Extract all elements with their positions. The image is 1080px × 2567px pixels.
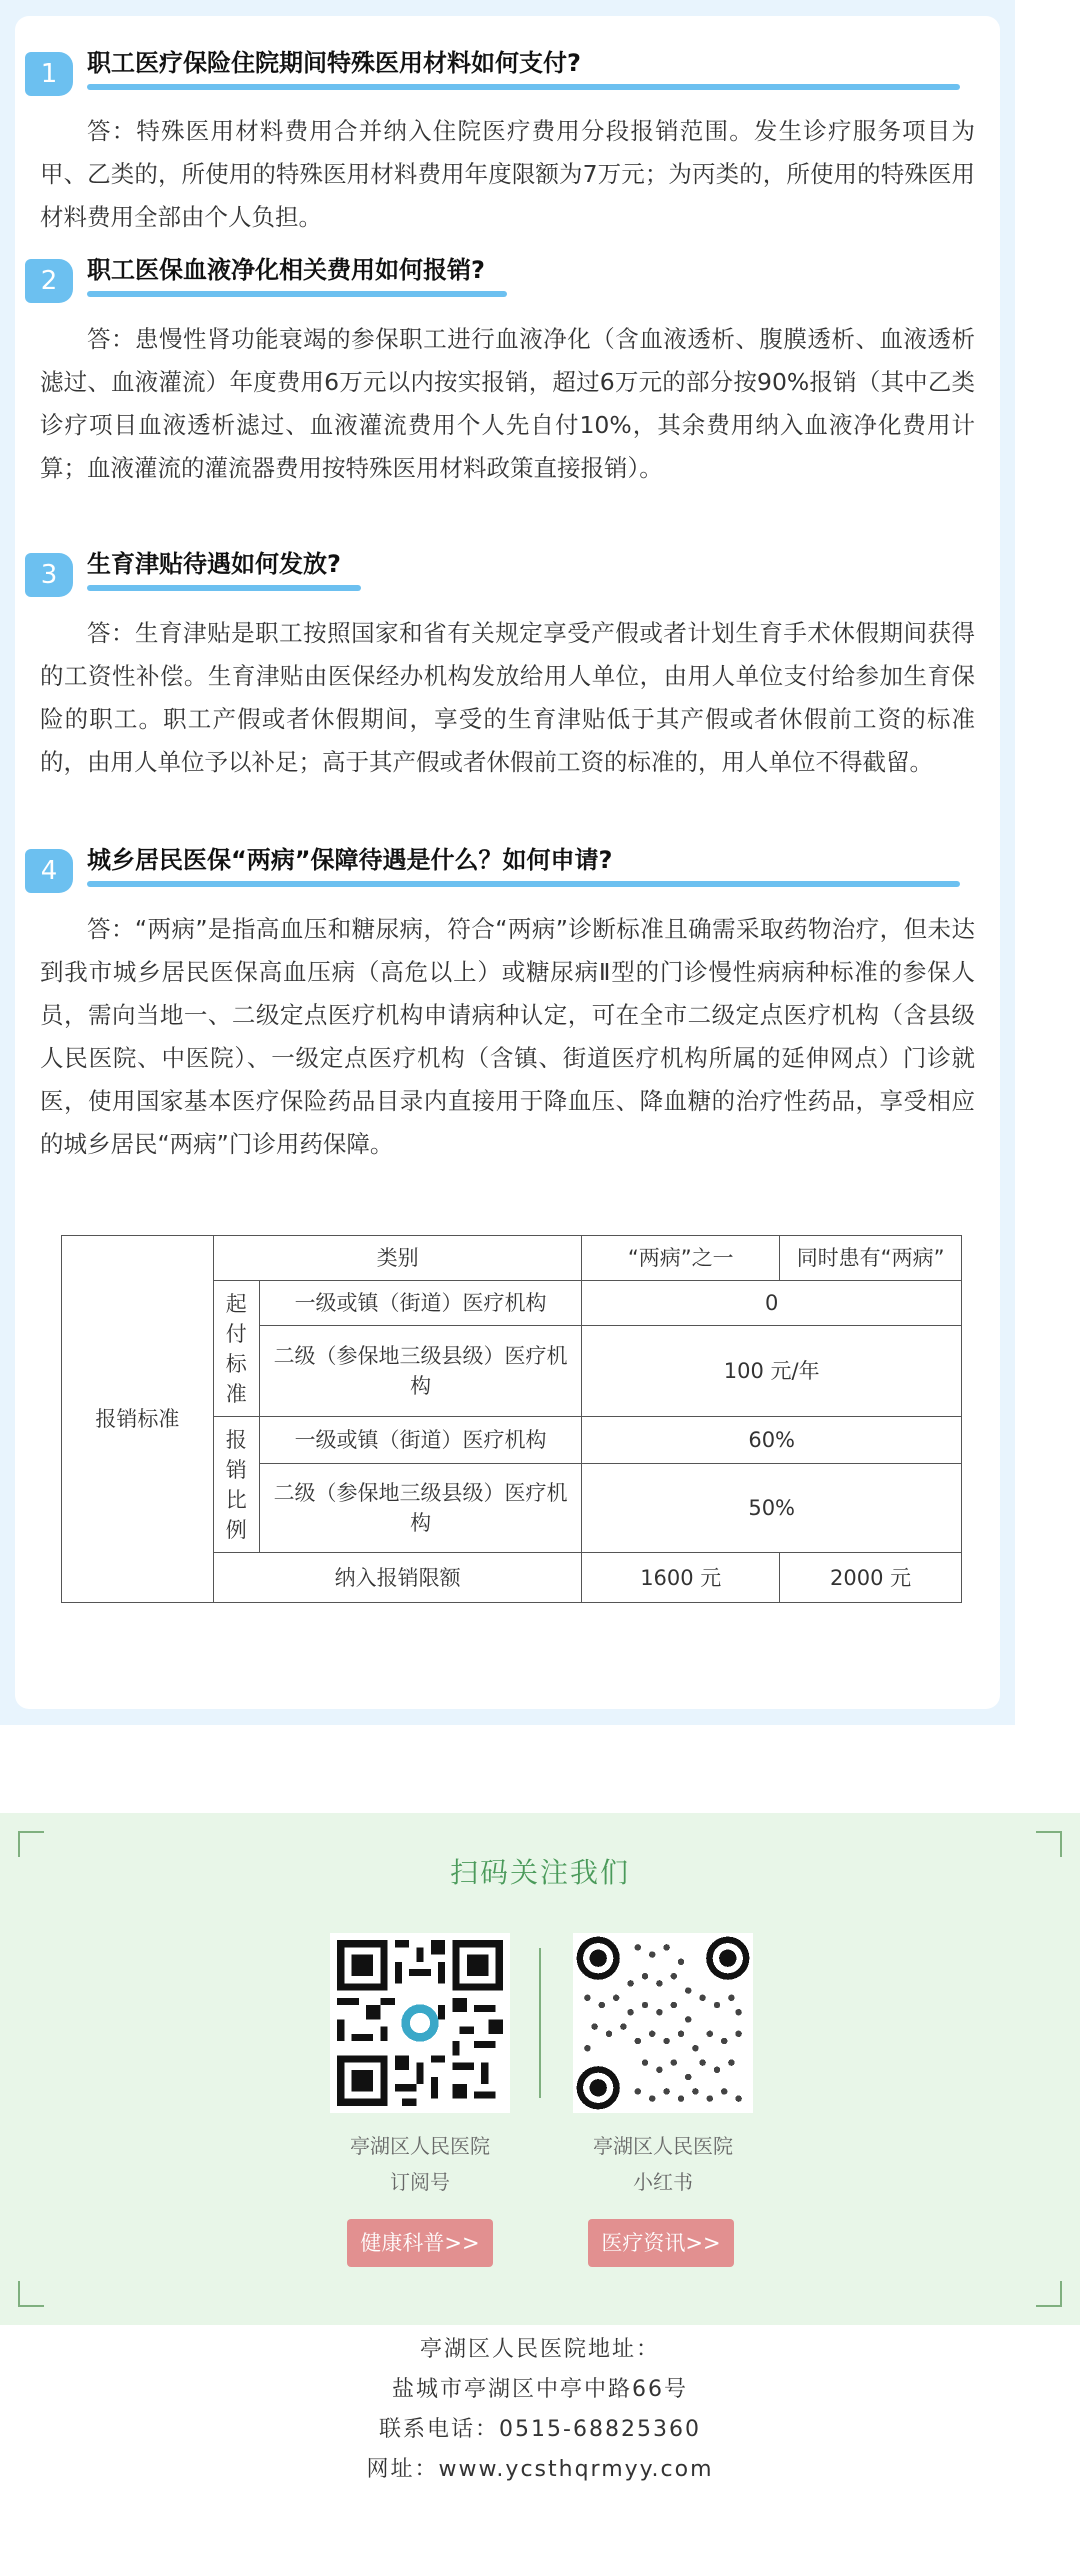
right-account-label xyxy=(543,2128,783,2200)
question-title: 城乡居民医保“两病”保障待遇是什么？如何申请? xyxy=(87,846,613,874)
hospital-footer xyxy=(0,2330,1080,2490)
limit-one-value-cell: 1600 元 xyxy=(582,1553,780,1603)
ratio-level1-value-cell: 60% xyxy=(582,1417,962,1464)
corner-decoration xyxy=(18,2281,44,2307)
level1-cell: 一级或镇（街道）医疗机构 xyxy=(259,1417,582,1464)
address-label: 亭湖区人民医院地址： xyxy=(419,2337,660,2362)
xiaohongshu-qr-code[interactable] xyxy=(573,1933,753,2113)
answer-text: 答：“两病”是指高血压和糖尿病，符合“两病”诊断标准且确需采取药物治疗，但未达到我市城乡居民医保高血压病（高危以上）或糖尿病Ⅱ型的门诊慢性病病种标准的参保人员，需向当地一、二级定点医疗机构申请病种认定，可在全市二级定点医疗机构（含县级人民医院、中医院）、一级定点医疗机构（含镇、街道医疗机构所属的延伸网点）门诊就医，使用国家基本医疗保险药品目录内直接用于降血压、降血糖的治疗性药品，享受相应的城乡居民“两病”门诊用药保障。 xyxy=(40,915,975,1158)
ratio-group-cell: 报销比例 xyxy=(213,1417,259,1553)
left-account-type: 订阅号 xyxy=(390,2170,450,2194)
start-level1-value-cell: 0 xyxy=(582,1281,962,1326)
question-title: 职工医保血液净化相关费用如何报销? xyxy=(87,256,485,284)
both-diseases-header-cell: 同时患有“两病” xyxy=(780,1236,962,1281)
phone-number: 联系电话：0515-68825360 xyxy=(379,2417,701,2442)
title-underline xyxy=(87,84,960,90)
subscription-qr-code[interactable] xyxy=(330,1933,510,2113)
answer-text: 答：生育津贴是职工按照国家和省有关规定享受产假或者计划生育手术休假期间获得的工资性补偿。生育津贴由医保经办机构发放给用人单位，由用人单位支付给参加生育保险的职工。职工产假或者休假期间，享受的生育津贴低于其产假或者休假前工资的标准的，由用人单位予以补足；高于其产假或者休假前工资的标准的，用人单位不得截留。 xyxy=(40,619,975,776)
answer-text: 答：特殊医用材料费用合并纳入住院医疗费用分段报销范围。发生诊疗服务项目为甲、乙类的，所使用的特殊医用材料费用年度限额为7万元；为丙类的，所使用的特殊医用材料费用全部由个人负担。 xyxy=(40,117,975,231)
one-disease-header-cell: “两病”之一 xyxy=(582,1236,780,1281)
qr-divider xyxy=(539,1948,541,2098)
question-number-badge: 1 xyxy=(25,52,73,96)
website-link[interactable]: 网址：www.ycsthqrmyy.com xyxy=(366,2457,714,2482)
level1-cell: 一级或镇（街道）医疗机构 xyxy=(259,1281,582,1326)
ratio-level2-value-cell: 50% xyxy=(582,1464,962,1553)
title-underline xyxy=(87,291,507,297)
category-header-cell: 类别 xyxy=(213,1236,582,1281)
answer-text: 答：患慢性肾功能衰竭的参保职工进行血液净化（含血液透析、腹膜透析、血液透析滤过、血液灌流）年度费用6万元以内按实报销，超过6万元的部分按90%报销（其中乙类诊疗项目血液透析滤过、血液灌流费用个人先自付10%，其余费用纳入血液净化费用计算；血液灌流的灌流器费用按特殊医用材料政策直接报销）。 xyxy=(40,325,975,482)
question-number-badge: 3 xyxy=(25,553,73,597)
address-value: 盐城市亭湖区中亭中路66号 xyxy=(392,2377,688,2402)
start-level2-value-cell: 100 元/年 xyxy=(582,1326,962,1417)
corner-decoration xyxy=(1036,2281,1062,2307)
reimbursement-table xyxy=(61,1235,962,1603)
question-title: 生育津贴待遇如何发放? xyxy=(87,550,341,578)
right-account-type: 小红书 xyxy=(633,2170,693,2194)
left-account-name: 亭湖区人民医院 xyxy=(350,2134,490,2158)
level2-cell: 二级（参保地三级县级）医疗机构 xyxy=(259,1464,582,1553)
medical-news-button[interactable]: 医疗资讯>> xyxy=(588,2219,734,2267)
title-underline xyxy=(87,585,361,591)
follow-title: 扫码关注我们 xyxy=(449,1856,630,1889)
left-account-label xyxy=(300,2128,540,2200)
health-science-button[interactable]: 健康科普>> xyxy=(347,2219,493,2267)
limit-both-value-cell: 2000 元 xyxy=(780,1553,962,1603)
limit-label-cell: 纳入报销限额 xyxy=(213,1553,582,1603)
question-number-badge: 4 xyxy=(25,849,73,893)
level2-cell: 二级（参保地三级县级）医疗机构 xyxy=(259,1326,582,1417)
start-threshold-group-cell: 起付标准 xyxy=(213,1281,259,1417)
question-number-badge: 2 xyxy=(25,259,73,303)
title-underline xyxy=(87,881,960,887)
row-header-cell: 报销标准 xyxy=(62,1236,214,1603)
right-account-name: 亭湖区人民医院 xyxy=(593,2134,733,2158)
follow-us-section xyxy=(0,1813,1080,2325)
question-title: 职工医疗保险住院期间特殊医用材料如何支付? xyxy=(87,49,581,77)
